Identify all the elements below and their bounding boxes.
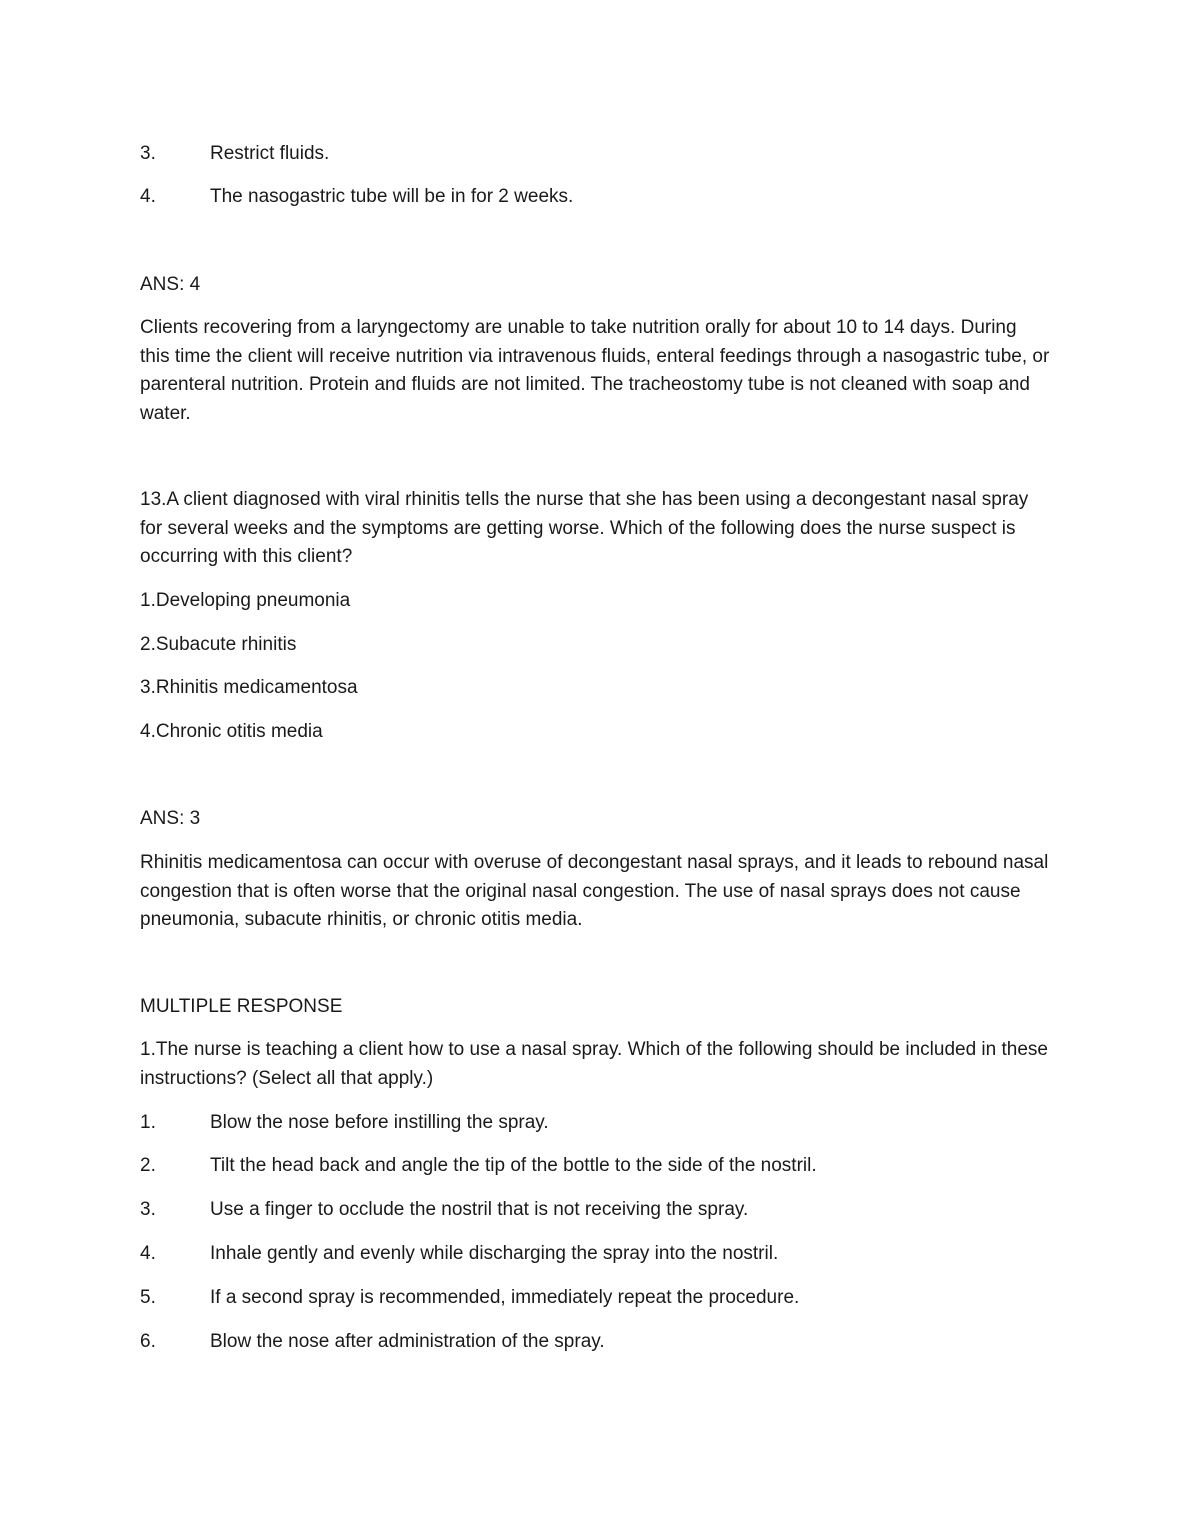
question-13-option: 3.Rhinitis medicamentosa <box>140 677 358 698</box>
option-text: Inhale gently and evenly while discharging the spray into the nostril. <box>210 1243 779 1264</box>
option-number: 2. <box>140 1155 156 1176</box>
question-13-option: 2.Subacute rhinitis <box>140 634 297 655</box>
rationale-paragraph: Rhinitis medicamentosa can occur with overuse of decongestant nasal sprays, and it leads to rebound nasal congestion that is often worse that the original nasal congestion. The use of nasal sprays does not cause pneumonia, subacute rhinitis, or chronic otitis media. <box>140 852 1049 930</box>
option-text: The nasogastric tube will be in for 2 weeks. <box>210 186 574 207</box>
option-number: 1. <box>140 1112 156 1133</box>
multiple-response-question-text: 1.The nurse is teaching a client how to use a nasal spray. Which of the following should be included in these instructions? (Select all that apply.) <box>140 1039 1048 1089</box>
section-heading: MULTIPLE RESPONSE <box>140 996 343 1017</box>
question-13-option: 4.Chronic otitis media <box>140 721 323 742</box>
option-text: Tilt the head back and angle the tip of the bottle to the side of the nostril. <box>210 1155 817 1176</box>
option-number: 5. <box>140 1287 156 1308</box>
option-text: Use a finger to occlude the nostril that is not receiving the spray. <box>210 1199 749 1220</box>
question-13-option: 1.Developing pneumonia <box>140 590 351 611</box>
option-text: Blow the nose after administration of the spray. <box>210 1331 605 1352</box>
rationale-paragraph: Clients recovering from a laryngectomy are unable to take nutrition orally for about 10 to 14 days. During this time the client will receive nutrition via intravenous fluids, enteral feedings through a nasogastric tube, or parenteral nutrition. Protein and fluids are not limited. The tracheostomy tube is not cleaned with soap and water. <box>140 317 1050 424</box>
option-number: 4. <box>140 1243 156 1264</box>
question-13-text: 13.A client diagnosed with viral rhinitis tells the nurse that she has been using a decongestant nasal spray for several weeks and the symptoms are getting worse. Which of the following does the nurse suspect is occurring with this client? <box>140 489 1029 567</box>
option-number: 4. <box>140 186 156 207</box>
answer-label: ANS: 4 <box>140 274 201 295</box>
option-number: 3. <box>140 143 156 164</box>
answer-label: ANS: 3 <box>140 808 201 829</box>
option-text: Restrict fluids. <box>210 143 330 164</box>
option-number: 6. <box>140 1331 156 1352</box>
option-text: If a second spray is recommended, immediately repeat the procedure. <box>210 1287 800 1308</box>
option-number: 3. <box>140 1199 156 1220</box>
option-text: Blow the nose before instilling the spray. <box>210 1112 549 1133</box>
